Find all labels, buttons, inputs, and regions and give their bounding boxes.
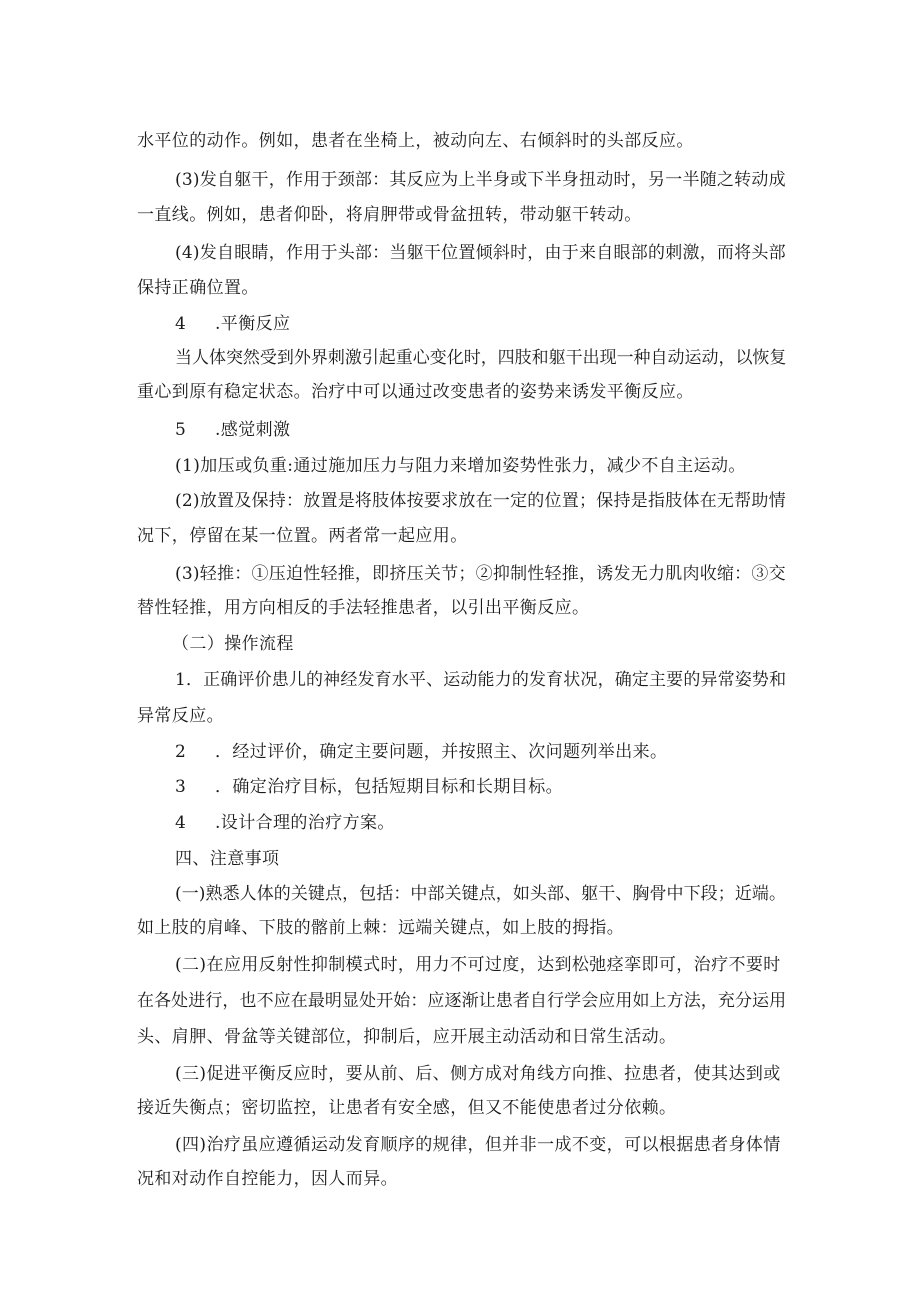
paragraph-line: (3)轻推：①压迫性轻推，即挤压关节；②抑制性轻推，诱发无力肌肉收缩：③交 bbox=[175, 564, 786, 584]
list-item bbox=[175, 812, 395, 834]
paragraph-line: (三)促进平衡反应时，要从前、后、侧方成对角线方向推、拉患者，使其达到或 bbox=[175, 1064, 781, 1084]
paragraph-line: 接近失衡点；密切监控，让患者有安全感，但又不能使患者过分依赖。 bbox=[137, 1098, 677, 1118]
paragraph-line: (3)发自躯干，作用于颈部：其反应为上半身或下半身扭动时，另一半随之转动成 bbox=[175, 170, 786, 190]
list-number: 4 bbox=[175, 813, 187, 833]
paragraph-line: 异常反应。 bbox=[137, 706, 224, 726]
section-heading bbox=[175, 419, 290, 441]
heading-text: .平衡反应 bbox=[215, 314, 291, 334]
list-number: 2 bbox=[175, 742, 187, 762]
paragraph-line: 水平位的动作。例如，患者在坐椅上，被动向左、右倾斜时的头部反应。 bbox=[137, 131, 694, 151]
paragraph-line: (四)治疗虽应遵循运动发育顺序的规律，但并非一成不变，可以根据患者身体情 bbox=[175, 1135, 781, 1155]
paragraph-line: (4)发自眼睛，作用于头部：当躯干位置倾斜时，由于来自眼部的刺激，而将头部 bbox=[175, 243, 786, 263]
paragraph-line: (1)加压或负重:通过施加压力与阻力来增加姿势性张力，减少不自主运动。 bbox=[175, 456, 746, 476]
subsection-heading: （二）操作流程 bbox=[172, 634, 294, 654]
list-text: ．经过评价，确定主要问题，并按照主、次问题列举出来。 bbox=[215, 742, 668, 762]
paragraph-line: (2)放置及保持：放置是将肢体按要求放在一定的位置；保持是指肢体在无帮助情 bbox=[175, 491, 786, 511]
paragraph-line: 当人体突然受到外界刺激引起重心变化时，四肢和躯干出现一种自动运动，以恢复 bbox=[175, 348, 787, 368]
paragraph-line: 如上肢的肩峰、下肢的髂前上棘：远端关键点，如上肢的拇指。 bbox=[137, 918, 625, 938]
paragraph-line: 重心到原有稳定状态。治疗中可以通过改变患者的姿势来诱发平衡反应。 bbox=[137, 382, 694, 402]
heading-text: .感觉刺激 bbox=[215, 420, 291, 440]
paragraph-line: 1．正确评价患儿的神经发育水平、运动能力的发育状况，确定主要的异常姿势和 bbox=[175, 670, 787, 690]
paragraph-line: 况下，停留在某一位置。两者常一起应用。 bbox=[137, 526, 468, 546]
heading-number: 5 bbox=[175, 420, 187, 440]
list-text: ．确定治疗目标，包括短期目标和长期目标。 bbox=[215, 777, 563, 797]
paragraph-line: 保持正确位置。 bbox=[137, 278, 259, 298]
list-item bbox=[175, 741, 667, 763]
paragraph-line: 一直线。例如，患者仰卧，将肩胛带或骨盆扭转，带动躯干转动。 bbox=[137, 205, 642, 225]
section-heading bbox=[175, 313, 290, 335]
paragraph-line: 况和对动作自控能力，因人而异。 bbox=[137, 1169, 398, 1189]
paragraph-line: (一)熟悉人体的关键点，包括：中部关键点，如头部、躯干、胸骨中下段；近端。 bbox=[175, 884, 787, 904]
paragraph-line: 头、肩胛、骨盆等关键部位，抑制后，应开展主动活动和日常生活动。 bbox=[137, 1027, 677, 1047]
heading-number: 4 bbox=[175, 314, 187, 334]
paragraph-line: 替性轻推，用方向相反的手法轻推患者，以引出平衡反应。 bbox=[137, 598, 590, 618]
list-item bbox=[175, 776, 563, 798]
chapter-heading: 四、注意事项 bbox=[175, 849, 280, 869]
paragraph-line: (二)在应用反射性抑制模式时，用力不可过度，达到松弛痉挛即可，治疗不要时 bbox=[175, 955, 781, 975]
paragraph-line: 在各处进行，也不应在最明显处开始：应逐渐让患者自行学会应用如上方法，充分运用 bbox=[137, 991, 787, 1011]
list-text: .设计合理的治疗方案。 bbox=[215, 813, 395, 833]
list-number: 3 bbox=[175, 777, 187, 797]
